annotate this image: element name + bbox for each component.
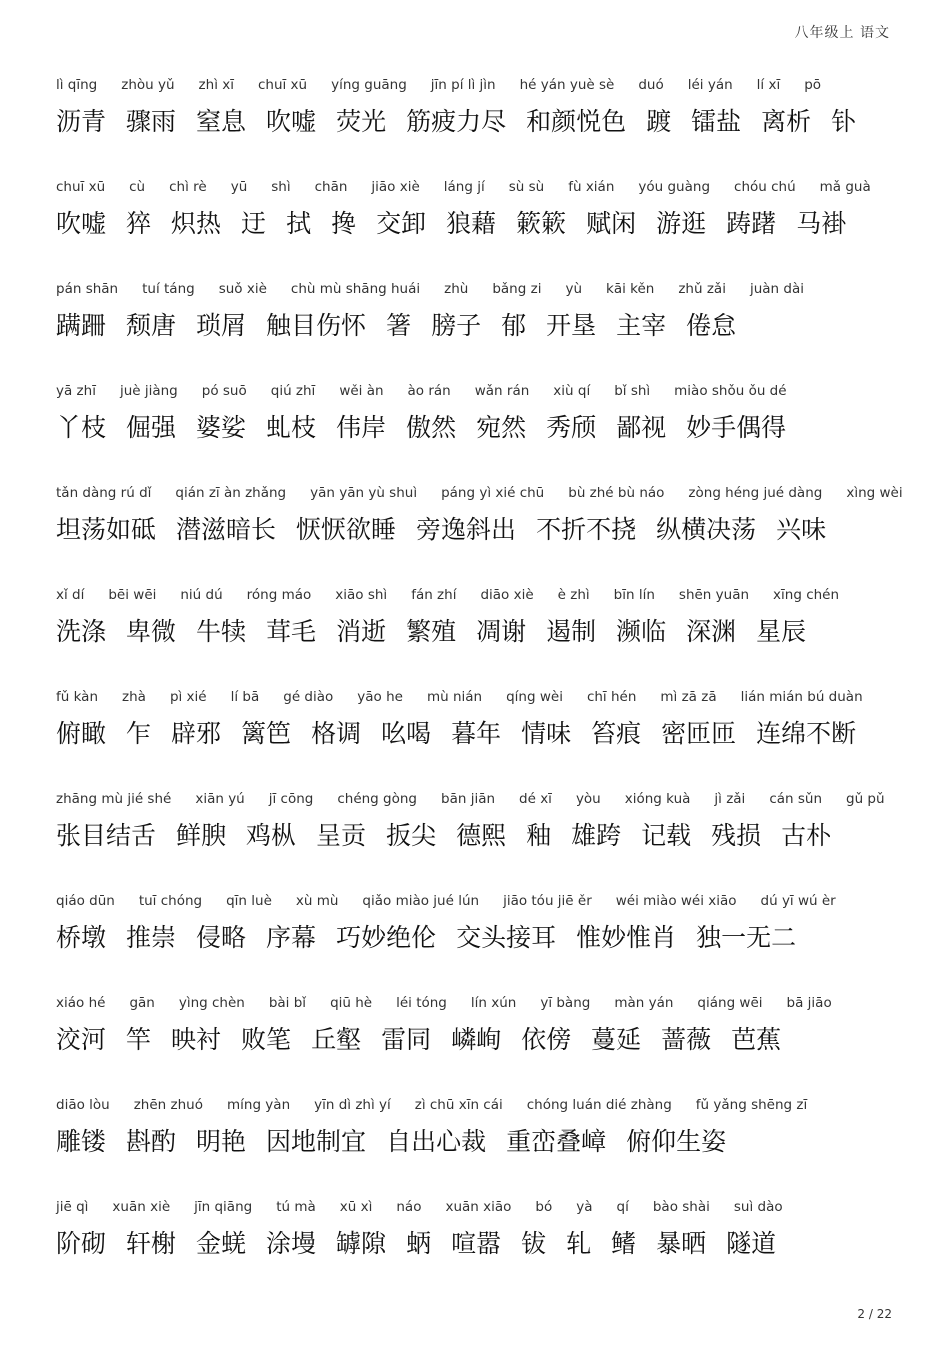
- vocab-word: 丫枝: [56, 413, 107, 442]
- vocab-word: 钋: [831, 107, 857, 136]
- vocab-word: 独一无二: [696, 923, 797, 952]
- vocab-word: 洗涤: [56, 617, 107, 646]
- vocab-word: 釉: [526, 821, 552, 850]
- vocab-word: 星辰: [756, 617, 807, 646]
- pinyin-text: duó: [638, 77, 664, 93]
- vocab-word: 侵略: [196, 923, 247, 952]
- pinyin-text: jīn pí lì jìn: [430, 77, 496, 93]
- vocab-word: 坦荡如砥: [56, 515, 157, 544]
- vocab-word: 琐屑: [196, 311, 247, 340]
- vocab-word: 消逝: [336, 617, 387, 646]
- pinyin-text: zhēn zhuó: [133, 1097, 203, 1113]
- pinyin-text: tǎn dàng rú dǐ: [56, 485, 152, 501]
- pinyin-text: xìng wèi: [846, 485, 903, 501]
- vocab-word: 凋谢: [476, 617, 527, 646]
- vocab-word: 格调: [311, 719, 362, 748]
- pinyin-text: ào rán: [407, 383, 451, 399]
- vocab-word: 开垦: [546, 311, 597, 340]
- pinyin-text: jīn qiāng: [194, 1199, 253, 1215]
- pinyin-text: bài bǐ: [268, 995, 307, 1011]
- vocab-word: 吹嘘: [266, 107, 317, 136]
- pinyin-text: shì: [271, 179, 291, 195]
- vocab-word: 明艳: [196, 1127, 247, 1156]
- pinyin-text: yìng chèn: [178, 995, 245, 1011]
- vocab-word: 暴晒: [656, 1229, 707, 1258]
- pinyin-text: wǎn rán: [474, 383, 530, 399]
- word-row: [56, 916, 896, 988]
- pinyin-text: chì rè: [169, 179, 207, 195]
- pinyin-text: mì zā zā: [660, 689, 717, 705]
- pinyin-text: zhāng mù jié shé: [56, 791, 172, 807]
- vocab-word: 镭盐: [691, 107, 742, 136]
- vocab-word: 狼藉: [446, 209, 497, 238]
- pinyin-text: gé diào: [283, 689, 334, 705]
- pinyin-text: qiǎo miào jué lún: [362, 893, 480, 909]
- vocab-word: 情味: [521, 719, 572, 748]
- vocab-word: 迂: [241, 209, 267, 238]
- vocab-word: 傲然: [406, 413, 457, 442]
- pinyin-text: chuī xū: [257, 77, 308, 93]
- word-row: [56, 1018, 896, 1090]
- pinyin-text: juàn dài: [749, 281, 804, 297]
- vocab-word: 惟妙惟肖: [576, 923, 677, 952]
- vocab-word: 主宰: [616, 311, 667, 340]
- vocab-block: [56, 376, 896, 478]
- pinyin-text: kāi kěn: [606, 281, 655, 297]
- word-row: [56, 406, 896, 478]
- vocab-word: 触目伤怀: [266, 311, 367, 340]
- pinyin-text: chóu chú: [734, 179, 796, 195]
- vocab-word: 卑微: [126, 617, 177, 646]
- vocab-word: 张目结舌: [56, 821, 157, 850]
- vocab-word: 窒息: [196, 107, 247, 136]
- vocab-word: 骤雨: [126, 107, 177, 136]
- vocab-word: 鳍: [611, 1229, 637, 1258]
- vocab-word: 连绵不断: [756, 719, 857, 748]
- page-number-text: 2 / 22: [857, 1307, 892, 1321]
- pinyin-text: xuān xiè: [112, 1199, 171, 1215]
- vocab-word: 繁殖: [406, 617, 457, 646]
- pinyin-text: fù xián: [568, 179, 615, 195]
- pinyin-text: zhà: [122, 689, 146, 705]
- pinyin-text: suǒ xiè: [218, 281, 267, 297]
- vocab-word: 阶砌: [56, 1229, 107, 1258]
- pinyin-text: xuān xiāo: [445, 1199, 512, 1215]
- vocab-word: 旁逸斜出: [416, 515, 517, 544]
- vocab-word: 扳尖: [386, 821, 437, 850]
- vocab-word: 蛃: [406, 1229, 432, 1258]
- vocab-word: 倔强: [126, 413, 177, 442]
- pinyin-text: bǎng zi: [492, 281, 542, 297]
- vocab-word: 踱: [646, 107, 672, 136]
- pinyin-text: bā jiāo: [786, 995, 832, 1011]
- pinyin-text: míng yàn: [226, 1097, 291, 1113]
- word-row: [56, 1222, 896, 1294]
- vocab-word: 秀颀: [546, 413, 597, 442]
- vocab-word: 罅隙: [336, 1229, 387, 1258]
- word-row: [56, 508, 896, 580]
- page-number: [857, 1307, 892, 1321]
- vocab-word: 兴味: [776, 515, 827, 544]
- vocab-word: 呈贡: [316, 821, 367, 850]
- vocab-word: 蔷薇: [661, 1025, 712, 1054]
- pinyin-text: zhù: [444, 281, 469, 297]
- word-row: [56, 100, 896, 172]
- pinyin-text: bù zhé bù náo: [568, 485, 665, 501]
- pinyin-text: tú mà: [276, 1199, 316, 1215]
- pinyin-text: pì xié: [169, 689, 207, 705]
- pinyin-text: xīng chén: [773, 587, 840, 603]
- pinyin-text: tuī chóng: [138, 893, 203, 909]
- pinyin-row: [56, 580, 896, 610]
- pinyin-text: màn yán: [614, 995, 674, 1011]
- pinyin-row: [56, 172, 896, 202]
- header-subject: 八年级上 语文: [794, 25, 890, 41]
- pinyin-text: fán zhí: [411, 587, 457, 603]
- pinyin-text: shēn yuān: [678, 587, 750, 603]
- pinyin-text: fǔ kàn: [56, 689, 99, 705]
- pinyin-text: yòu: [575, 791, 601, 807]
- pinyin-text: wěi àn: [339, 383, 384, 399]
- vocab-word: 虬枝: [266, 413, 317, 442]
- vocab-word: 倦怠: [686, 311, 737, 340]
- pinyin-row: [56, 886, 896, 916]
- pinyin-text: è zhì: [557, 587, 590, 603]
- vocab-word: 辟邪: [171, 719, 222, 748]
- pinyin-text: xióng kuà: [624, 791, 691, 807]
- pinyin-text: xū xì: [339, 1199, 373, 1215]
- pinyin-text: xù mù: [295, 893, 339, 909]
- pinyin-text: suì dào: [733, 1199, 783, 1215]
- pinyin-text: yù: [565, 281, 582, 297]
- vocab-word: 鄙视: [616, 413, 667, 442]
- pinyin-text: mù nián: [426, 689, 483, 705]
- pinyin-row: [56, 376, 896, 406]
- vocab-word: 搀: [331, 209, 357, 238]
- pinyin-row: [56, 1192, 896, 1222]
- pinyin-text: chù mù shāng huái: [290, 281, 421, 297]
- vocab-word: 炽热: [171, 209, 222, 238]
- vocab-word: 深渊: [686, 617, 737, 646]
- vocab-block: [56, 1090, 896, 1192]
- vocab-word: 芭蕉: [731, 1025, 782, 1054]
- pinyin-text: cán sǔn: [769, 791, 823, 807]
- pinyin-text: yā zhī: [56, 383, 96, 399]
- vocab-word: 吆喝: [381, 719, 432, 748]
- pinyin-text: jiāo tóu jiē ěr: [503, 893, 592, 909]
- pinyin-text: hé yán yuè sè: [519, 77, 615, 93]
- vocab-word: 婆娑: [196, 413, 247, 442]
- pinyin-text: róng máo: [246, 587, 312, 603]
- vocab-word: 丘壑: [311, 1025, 362, 1054]
- pinyin-text: qiú zhī: [270, 383, 316, 399]
- vocab-word: 潜滋暗长: [176, 515, 277, 544]
- vocab-block: [56, 784, 896, 886]
- word-row: [56, 304, 896, 376]
- vocab-word: 俯仰生姿: [626, 1127, 727, 1156]
- pinyin-text: yāo he: [357, 689, 403, 705]
- word-row: [56, 202, 896, 274]
- pinyin-text: qián zī àn zhǎng: [175, 485, 287, 501]
- vocab-word: 交头接耳: [456, 923, 557, 952]
- pinyin-row: [56, 682, 896, 712]
- word-row: [56, 610, 896, 682]
- pinyin-text: niú dú: [180, 587, 223, 603]
- pinyin-text: miào shǒu ǒu dé: [674, 383, 787, 399]
- pinyin-row: [56, 988, 896, 1018]
- pinyin-text: xiāo shì: [335, 587, 388, 603]
- pinyin-text: xiáo hé: [56, 995, 106, 1011]
- vocab-word: 斟酌: [126, 1127, 177, 1156]
- pinyin-text: bào shài: [652, 1199, 710, 1215]
- vocab-word: 隧道: [726, 1229, 777, 1258]
- pinyin-text: bǐ shì: [614, 383, 651, 399]
- vocab-word: 德熙: [456, 821, 507, 850]
- pinyin-text: yà: [576, 1199, 593, 1215]
- pinyin-text: diāo xiè: [480, 587, 534, 603]
- vocab-block: [56, 274, 896, 376]
- vocab-word: 记载: [641, 821, 692, 850]
- vocab-word: 荧光: [336, 107, 387, 136]
- word-row: [56, 1120, 896, 1192]
- vocab-block: [56, 580, 896, 682]
- vocab-word: 簌簌: [516, 209, 567, 238]
- vocab-word: 马褂: [796, 209, 847, 238]
- pinyin-text: qiáng wēi: [697, 995, 763, 1011]
- vocab-word: 牛犊: [196, 617, 247, 646]
- pinyin-text: yī bàng: [540, 995, 591, 1011]
- vocab-word: 序幕: [266, 923, 317, 952]
- pinyin-text: fǔ yǎng shēng zī: [695, 1097, 808, 1113]
- pinyin-text: qíng wèi: [506, 689, 563, 705]
- pinyin-text: lián mián bú duàn: [740, 689, 863, 705]
- pinyin-text: yū: [230, 179, 248, 195]
- vocab-word: 遏制: [546, 617, 597, 646]
- vocab-word: 败笔: [241, 1025, 292, 1054]
- vocab-word: 纵横决荡: [656, 515, 757, 544]
- pinyin-text: xiù qí: [553, 383, 591, 399]
- pinyin-text: chóng luán dié zhàng: [526, 1097, 672, 1113]
- pinyin-row: [56, 1090, 896, 1120]
- pinyin-text: cù: [129, 179, 146, 195]
- vocab-word: 濒临: [616, 617, 667, 646]
- pinyin-text: gǔ pǔ: [846, 791, 885, 807]
- vocab-word: 伟岸: [336, 413, 387, 442]
- vocab-word: 和颜悦色: [526, 107, 627, 136]
- pinyin-text: bīn lín: [613, 587, 655, 603]
- pinyin-text: qiáo dūn: [56, 893, 115, 909]
- pinyin-text: chān: [314, 179, 348, 195]
- pinyin-text: zòng héng jué dàng: [688, 485, 823, 501]
- pinyin-row: [56, 784, 896, 814]
- pinyin-text: mǎ guà: [819, 179, 871, 195]
- vocab-word: 竿: [126, 1025, 152, 1054]
- vocab-word: 茸毛: [266, 617, 317, 646]
- pinyin-text: pán shān: [56, 281, 119, 297]
- vocab-word: 轧: [566, 1229, 592, 1258]
- vocab-word: 推崇: [126, 923, 177, 952]
- vocab-word: 古朴: [781, 821, 832, 850]
- vocab-block: [56, 886, 896, 988]
- vocab-word: 郁: [501, 311, 527, 340]
- word-row: [56, 712, 896, 784]
- vocab-block: [56, 1192, 896, 1294]
- pinyin-text: wéi miào wéi xiāo: [615, 893, 737, 909]
- pinyin-text: léi yán: [687, 77, 733, 93]
- vocab-word: 轩榭: [126, 1229, 177, 1258]
- pinyin-text: náo: [396, 1199, 422, 1215]
- vocab-word: 拭: [286, 209, 312, 238]
- vocab-word: 笞痕: [591, 719, 642, 748]
- vocabulary-list: [56, 70, 903, 1294]
- pinyin-text: yān yān yù shuì: [310, 485, 418, 501]
- vocab-word: 离析: [761, 107, 812, 136]
- pinyin-text: yíng guāng: [331, 77, 407, 93]
- pinyin-text: xǐ dí: [56, 587, 85, 603]
- vocab-word: 雕镂: [56, 1127, 107, 1156]
- pinyin-text: zhǔ zǎi: [678, 281, 726, 297]
- pinyin-text: lí xī: [756, 77, 781, 93]
- vocab-block: [56, 172, 896, 274]
- pinyin-text: jī cōng: [268, 791, 314, 807]
- vocab-word: 游逛: [656, 209, 707, 238]
- vocab-word: 交卸: [376, 209, 427, 238]
- vocab-block: [56, 682, 896, 784]
- pinyin-text: bó: [535, 1199, 553, 1215]
- pinyin-text: bān jiān: [441, 791, 496, 807]
- pinyin-row: [56, 274, 896, 304]
- pinyin-text: dé xī: [519, 791, 552, 807]
- vocab-word: 踌躇: [726, 209, 777, 238]
- pinyin-text: zhì xī: [198, 77, 234, 93]
- vocab-word: 膀子: [431, 311, 482, 340]
- pinyin-text: pō: [804, 77, 822, 93]
- vocab-word: 涂墁: [266, 1229, 317, 1258]
- pinyin-text: gān: [129, 995, 155, 1011]
- vocab-word: 暮年: [451, 719, 502, 748]
- pinyin-text: tuí táng: [142, 281, 195, 297]
- vocab-word: 桥墩: [56, 923, 107, 952]
- vocab-word: 钹: [521, 1229, 547, 1258]
- vocab-word: 猝: [126, 209, 152, 238]
- vocab-word: 重峦叠嶂: [506, 1127, 607, 1156]
- vocab-word: 洨河: [56, 1025, 107, 1054]
- pinyin-text: lín xún: [470, 995, 517, 1011]
- pinyin-text: lí bā: [230, 689, 260, 705]
- vocab-word: 俯瞰: [56, 719, 107, 748]
- vocab-word: 乍: [126, 719, 152, 748]
- vocab-word: 自出心裁: [386, 1127, 487, 1156]
- vocab-word: 雄跨: [571, 821, 622, 850]
- pinyin-text: chuī xū: [56, 179, 106, 195]
- vocab-block: [56, 70, 896, 172]
- vocab-word: 蔓延: [591, 1025, 642, 1054]
- pinyin-text: dú yī wú èr: [760, 893, 836, 909]
- vocab-word: 依傍: [521, 1025, 572, 1054]
- vocab-word: 沥青: [56, 107, 107, 136]
- pinyin-text: qiū hè: [330, 995, 373, 1011]
- vocab-word: 宛然: [476, 413, 527, 442]
- document-header: [795, 22, 890, 42]
- pinyin-text: láng jí: [443, 179, 485, 195]
- vocab-word: 嶙峋: [451, 1025, 502, 1054]
- pinyin-text: sù sù: [508, 179, 545, 195]
- vocab-word: 因地制宜: [266, 1127, 367, 1156]
- pinyin-text: yīn dì zhì yí: [314, 1097, 391, 1113]
- pinyin-text: zì chū xīn cái: [414, 1097, 503, 1113]
- pinyin-text: juè jiàng: [119, 383, 178, 399]
- vocab-word: 鲜腴: [176, 821, 227, 850]
- vocab-block: [56, 478, 903, 580]
- pinyin-text: chī hén: [586, 689, 637, 705]
- vocab-word: 妙手偶得: [686, 413, 787, 442]
- pinyin-text: yóu guàng: [638, 179, 711, 195]
- vocab-word: 蹒跚: [56, 311, 107, 340]
- pinyin-text: lì qīng: [56, 77, 98, 93]
- vocab-word: 赋闲: [586, 209, 637, 238]
- pinyin-text: páng yì xié chū: [441, 485, 545, 501]
- vocab-word: 密匝匝: [661, 719, 737, 748]
- pinyin-text: xiān yú: [195, 791, 245, 807]
- vocab-word: 恹恹欲睡: [296, 515, 397, 544]
- vocab-word: 鸡枞: [246, 821, 297, 850]
- pinyin-text: léi tóng: [396, 995, 447, 1011]
- pinyin-text: qīn luè: [226, 893, 272, 909]
- pinyin-text: diāo lòu: [56, 1097, 110, 1113]
- vocab-word: 吹嘘: [56, 209, 107, 238]
- vocab-word: 金蜣: [196, 1229, 247, 1258]
- pinyin-text: bēi wēi: [108, 587, 157, 603]
- pinyin-text: jì zǎi: [714, 791, 746, 807]
- pinyin-text: jiē qì: [56, 1199, 89, 1215]
- vocab-word: 颓唐: [126, 311, 177, 340]
- pinyin-text: jiāo xiè: [371, 179, 420, 195]
- vocab-word: 映衬: [171, 1025, 222, 1054]
- vocab-block: [56, 988, 896, 1090]
- pinyin-text: zhòu yǔ: [121, 77, 175, 93]
- vocab-word: 雷同: [381, 1025, 432, 1054]
- pinyin-text: chéng gòng: [337, 791, 417, 807]
- vocab-word: 巧妙绝伦: [336, 923, 437, 952]
- vocab-word: 不折不挠: [536, 515, 637, 544]
- pinyin-text: pó suō: [201, 383, 247, 399]
- vocab-word: 箸: [386, 311, 412, 340]
- pinyin-text: qí: [616, 1199, 629, 1215]
- pinyin-row: [56, 70, 896, 100]
- word-row: [56, 814, 896, 886]
- vocab-word: 喧嚣: [451, 1229, 502, 1258]
- vocab-word: 筋疲力尽: [406, 107, 507, 136]
- vocab-word: 篱笆: [241, 719, 292, 748]
- pinyin-row: [56, 478, 903, 508]
- vocab-word: 残损: [711, 821, 762, 850]
